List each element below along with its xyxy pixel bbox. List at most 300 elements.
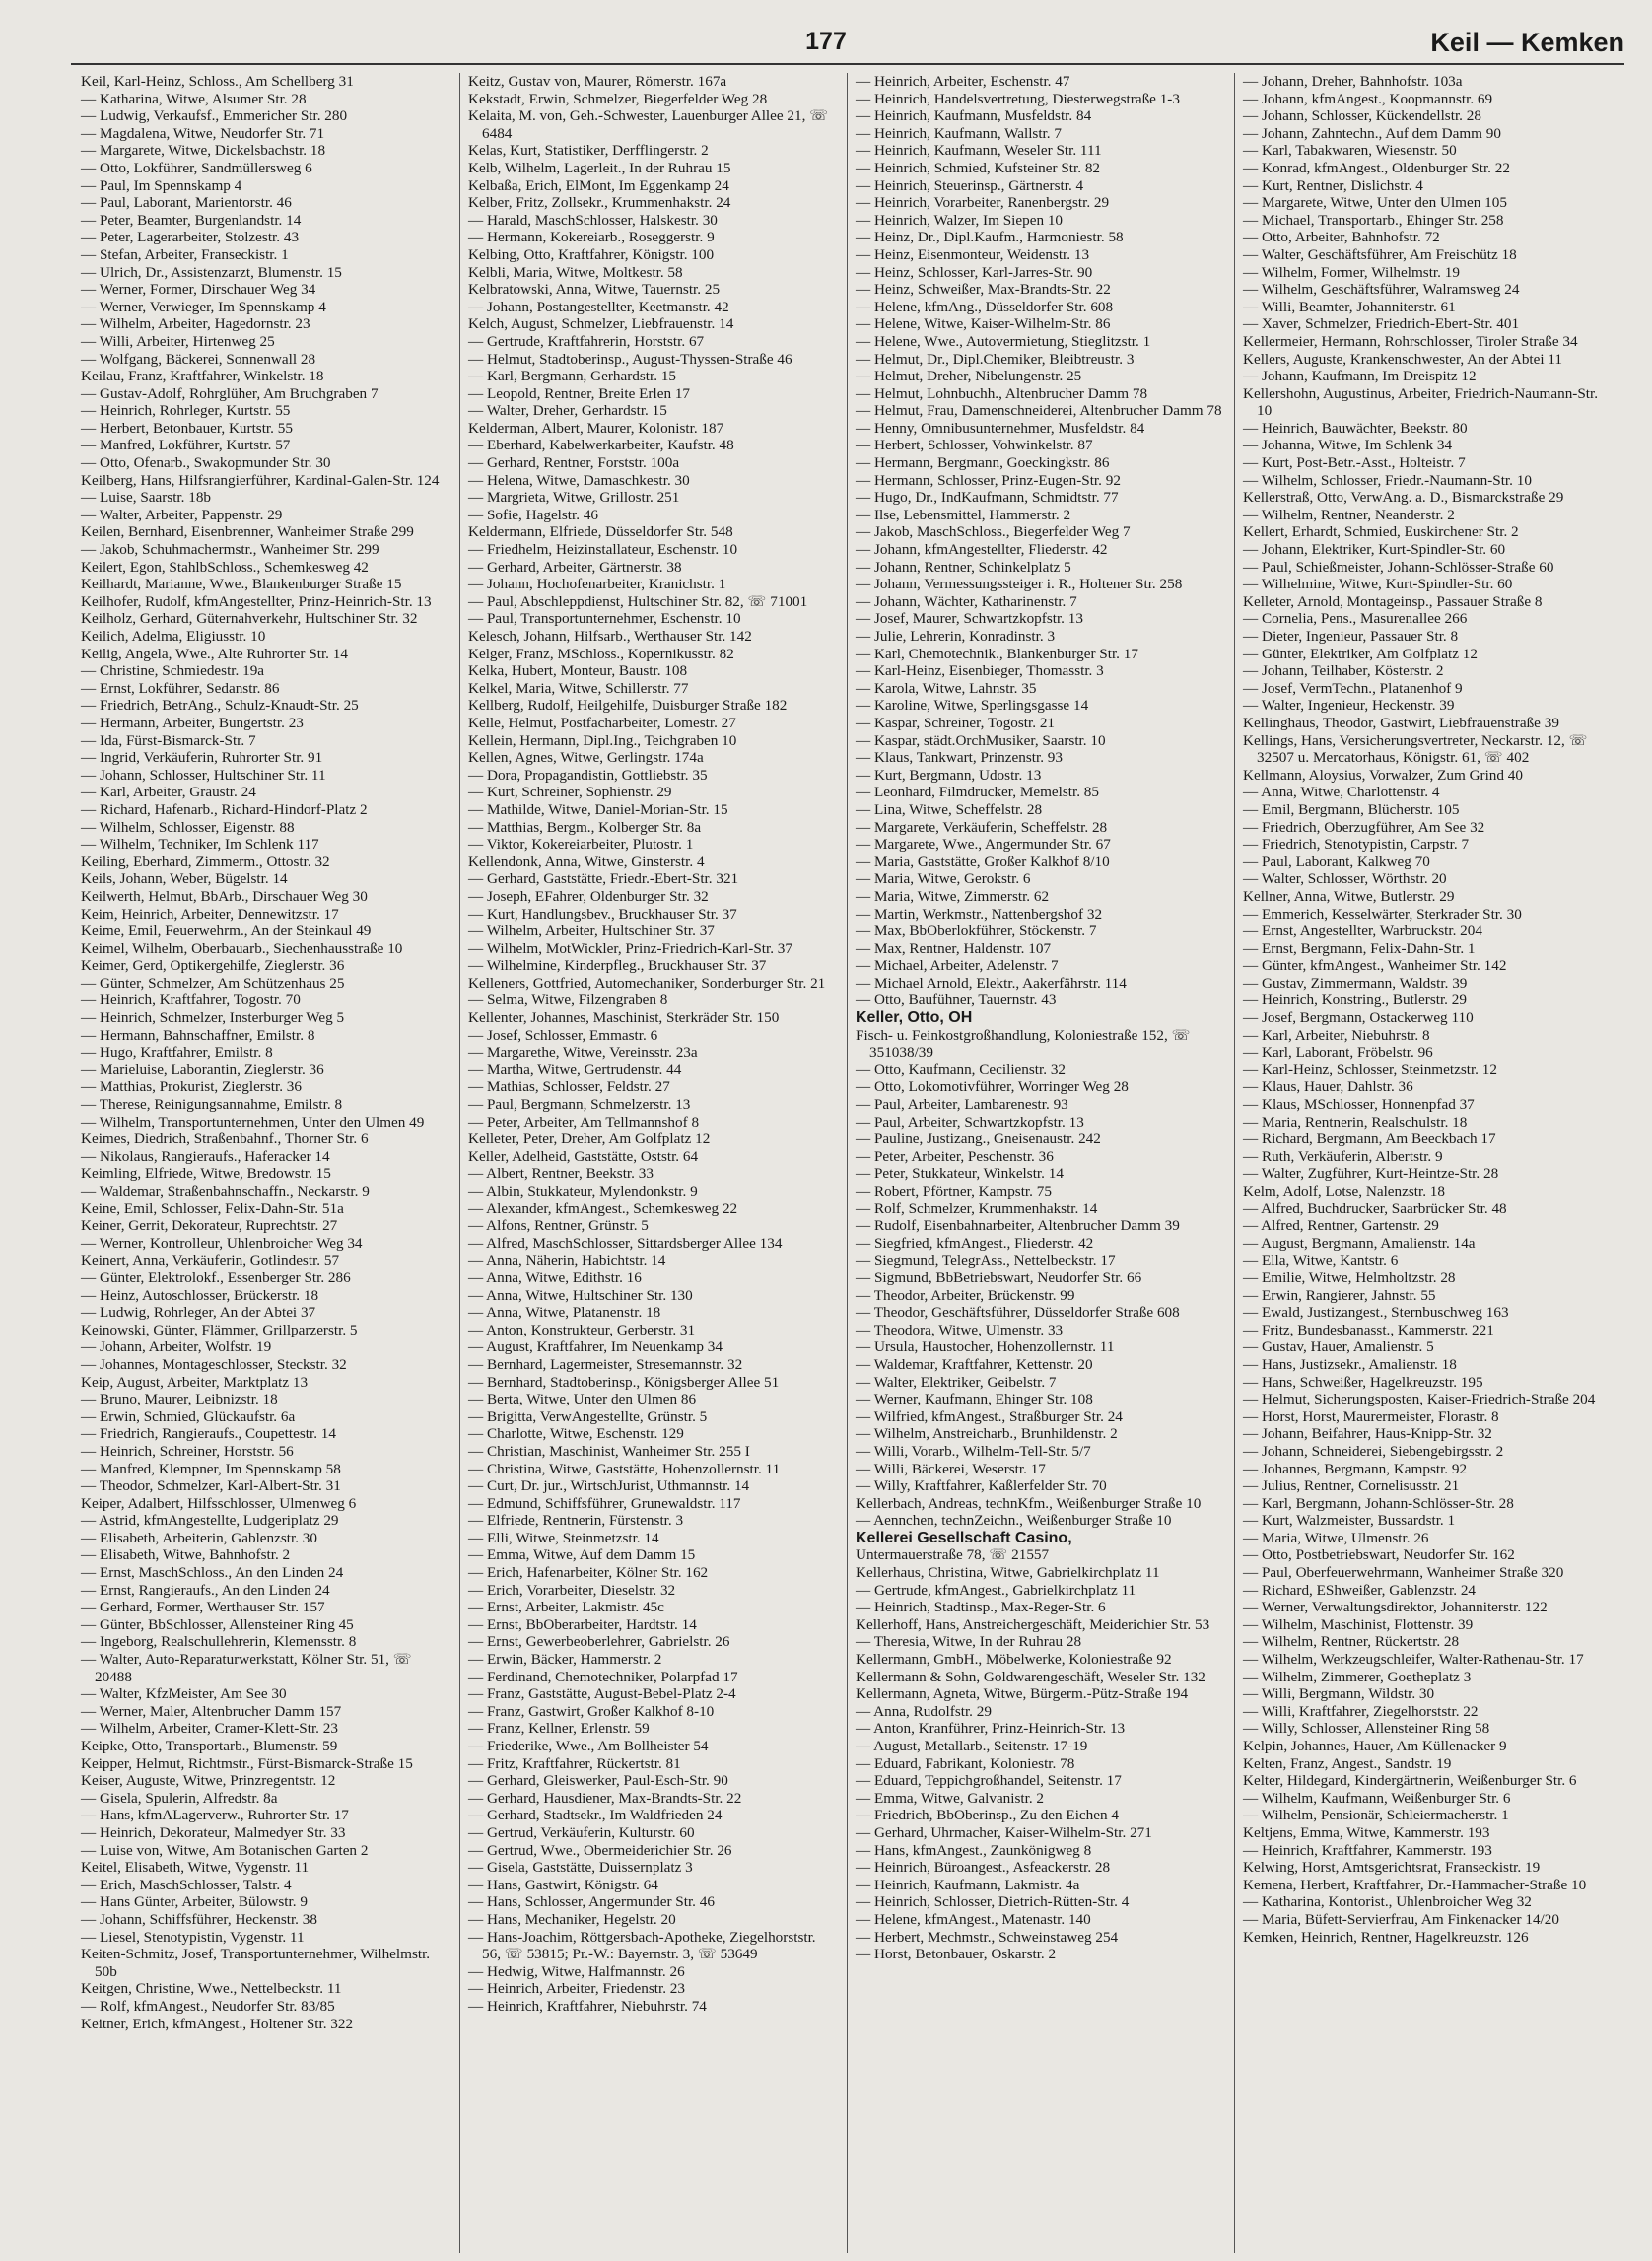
directory-entry: — Waldemar, Straßenbahnschaffn., Neckarstr. 9 [81, 1183, 370, 1199]
directory-entry: — Christine, Schmiedestr. 19a [81, 662, 265, 680]
directory-entry: — Hans-Joachim, Röttgersbach-Apotheke, Ziegelhorststr. 56, ☏ 53815; Pr.-W.: Bayernstr. 3, ☏ 53649 [468, 1928, 816, 1963]
directory-entry: — Margarete, Witwe, Unter den Ulmen 105 [1243, 194, 1507, 212]
directory-entry: — Hermann, Bergmann, Goeckingkstr. 86 [856, 454, 1110, 472]
directory-entry: Keiling, Eberhard, Zimmerm., Ottostr. 32 [81, 853, 330, 870]
directory-entry: — Helmut, Lohnbuchh., Altenbrucher Damm 78 [856, 384, 1148, 402]
directory-entry: — Alfons, Rentner, Grünstr. 5 [468, 1217, 649, 1235]
directory-entry: — Johann, Schiffsführer, Heckenstr. 38 [81, 1910, 317, 1928]
directory-entry: — Karl-Heinz, Schlosser, Steinmetzstr. 12 [1243, 1061, 1497, 1078]
directory-entry: — Ella, Witwe, Kantstr. 6 [1243, 1252, 1399, 1269]
directory-entry: — Peter, Stukkateur, Winkelstr. 14 [856, 1165, 1064, 1183]
directory-entry: — Robert, Pförtner, Kampstr. 75 [856, 1183, 1052, 1199]
directory-entry: — Katharina, Witwe, Alsumer Str. 28 [81, 90, 307, 107]
directory-entry: — Christina, Witwe, Gaststätte, Hohenzollernstr. 11 [468, 1460, 781, 1477]
directory-entry: — Ewald, Justizangest., Sternbuschweg 163 [1243, 1304, 1509, 1322]
directory-entry: — Erich, MaschSchlosser, Talstr. 4 [81, 1876, 292, 1893]
directory-entry: — Ernst, Bergmann, Felix-Dahn-Str. 1 [1243, 939, 1476, 957]
directory-entry: — Peter, Beamter, Burgenlandstr. 14 [81, 211, 302, 229]
directory-entry: Kellings, Hans, Versicherungsvertreter, Neckarstr. 12, ☏ 32507 u. Mercatorhaus, Königstr. 61, ☏ 402 [1243, 731, 1588, 767]
directory-entry: Keipper, Helmut, Richtmstr., Fürst-Bismarck-Straße 15 [81, 1754, 413, 1772]
directory-entry: — Johann, Rentner, Schinkelplatz 5 [856, 558, 1071, 576]
directory-entry: — Theresia, Witwe, In der Ruhrau 28 [856, 1633, 1082, 1651]
directory-entry: Keitz, Gustav von, Maurer, Römerstr. 167a [468, 73, 727, 90]
directory-entry: — Walter, Arbeiter, Pappenstr. 29 [81, 506, 283, 523]
directory-entry: — Matthias, Bergm., Kolberger Str. 8a [468, 818, 702, 836]
directory-entry: — Karl, Arbeiter, Niebuhrstr. 8 [1243, 1026, 1430, 1044]
directory-entry: — Heinz, Schlosser, Karl-Jarres-Str. 90 [856, 263, 1093, 281]
directory-entry: — Heinrich, Kraftfahrer, Togostr. 70 [81, 992, 301, 1009]
directory-entry: — Ernst, Rangieraufs., An den Linden 24 [81, 1581, 330, 1599]
directory-entry: — Karl, Bergmann, Johann-Schlösser-Str. 28 [1243, 1494, 1514, 1512]
directory-entry: — Hans, Mechaniker, Hegelstr. 20 [468, 1910, 676, 1928]
directory-entry: — Ingrid, Verkäuferin, Ruhrorter Str. 91 [81, 749, 323, 767]
directory-entry: — Dieter, Ingenieur, Passauer Str. 8 [1243, 628, 1459, 645]
directory-entry: — Eduard, Teppichgroßhandel, Seitenstr. 17 [856, 1772, 1122, 1790]
directory-entry: Kellinghaus, Theodor, Gastwirt, Liebfrauenstraße 39 [1243, 714, 1559, 731]
directory-entry: — Wilhelm, Zimmerer, Goetheplatz 3 [1243, 1668, 1472, 1685]
directory-entry: — Karl, Laborant, Fröbelstr. 96 [1243, 1044, 1433, 1062]
directory-entry: — Anna, Näherin, Habichtstr. 14 [468, 1252, 666, 1269]
directory-entry: — Margrieta, Witwe, Grillostr. 251 [468, 489, 680, 507]
directory-entry: — Margarete, Verkäuferin, Scheffelstr. 28 [856, 818, 1108, 836]
directory-entry: Kellerstraß, Otto, VerwAng. a. D., Bismarckstraße 29 [1243, 489, 1564, 507]
directory-entry: — Anton, Konstrukteur, Gerberstr. 31 [468, 1321, 696, 1338]
directory-entry: — Johann, Beifahrer, Haus-Knipp-Str. 32 [1243, 1425, 1492, 1443]
directory-entry: — Johann, kfmAngestellter, Fliederstr. 42 [856, 541, 1108, 559]
directory-entry: — Viktor, Kokereiarbeiter, Plutostr. 1 [468, 836, 694, 854]
directory-entry: Keils, Johann, Weber, Bügelstr. 14 [81, 870, 288, 888]
directory-entry: Keilholz, Gerhard, Güternahverkehr, Hultschiner Str. 32 [81, 610, 418, 628]
directory-entry: — Ruth, Verkäuferin, Albertstr. 9 [1243, 1147, 1443, 1165]
directory-entry: — Otto, Postbetriebswart, Neudorfer Str. 162 [1243, 1546, 1515, 1564]
column-2 [460, 73, 848, 2253]
directory-entry: — Stefan, Arbeiter, Franseckistr. 1 [81, 245, 289, 263]
directory-entry: — Liesel, Stenotypistin, Vygenstr. 11 [81, 1928, 305, 1946]
directory-entry: Keitgen, Christine, Wwe., Nettelbeckstr. 11 [81, 1980, 342, 1998]
directory-entry: — Gerhard, Rentner, Forststr. 100a [468, 454, 680, 472]
directory-entry: — Ingeborg, Realschullehrerin, Klemensstr. 8 [81, 1633, 357, 1651]
directory-entry: — Willi, Kraftfahrer, Ziegelhorststr. 22 [1243, 1702, 1479, 1720]
directory-entry: — Nikolaus, Rangieraufs., Haferacker 14 [81, 1147, 330, 1165]
directory-entry: — Anna, Witwe, Charlottenstr. 4 [1243, 784, 1440, 801]
directory-entry: — Hermann, Kokereiarb., Roseggerstr. 9 [468, 229, 715, 246]
directory-entry: Kelbli, Maria, Witwe, Moltkestr. 58 [468, 263, 683, 281]
directory-entry: — Wilhelm, Arbeiter, Hagedornstr. 23 [81, 315, 310, 333]
directory-entry: Keller, Otto, OH [856, 1009, 973, 1027]
directory-entry: Kelb, Wilhelm, Lagerleit., In der Ruhrau 15 [468, 159, 731, 176]
directory-entry: — Ludwig, Verkaufsf., Emmericher Str. 280 [81, 107, 348, 125]
directory-entry: — Herbert, Betonbauer, Kurtstr. 55 [81, 419, 293, 437]
directory-entry: — Julius, Rentner, Cornelisusstr. 21 [1243, 1477, 1460, 1495]
directory-entry: — Walter, Auto-Reparaturwerkstatt, Kölner Str. 51, ☏ 20488 [81, 1651, 412, 1685]
directory-entry: — Maria, Rentnerin, Realschulstr. 18 [1243, 1113, 1468, 1130]
directory-entry: — Heinrich, Schmied, Kufsteiner Str. 82 [856, 159, 1101, 176]
directory-entry: — Bruno, Maurer, Leibnizstr. 18 [81, 1391, 278, 1408]
directory-entry: — Bernhard, Stadtoberinsp., Königsberger Allee 51 [468, 1373, 780, 1391]
directory-entry: Kellen, Agnes, Witwe, Gerlingstr. 174a [468, 749, 704, 767]
directory-entry: — Maria, Witwe, Zimmerstr. 62 [856, 887, 1050, 905]
directory-entry: — Ernst, MaschSchloss., An den Linden 24 [81, 1564, 344, 1582]
directory-entry: — Wilhelm, MotWickler, Prinz-Friedrich-Karl-Str. 37 [468, 939, 792, 957]
directory-entry: — Willi, Vorarb., Wilhelm-Tell-Str. 5/7 [856, 1442, 1091, 1460]
directory-entry: — Otto, Baufühner, Tauernstr. 43 [856, 992, 1057, 1009]
directory-entry: — Erwin, Rangierer, Jahnstr. 55 [1243, 1286, 1436, 1304]
directory-entry: — Maria, Witwe, Ulmenstr. 26 [1243, 1529, 1429, 1546]
directory-entry: — Karl, Chemotechnik., Blankenburger Str. 17 [856, 645, 1138, 662]
directory-entry: — Horst, Horst, Maurermeister, Florastr. 8 [1243, 1407, 1499, 1425]
directory-entry: — Heinz, Autoschlosser, Brückerstr. 18 [81, 1286, 319, 1304]
directory-entry: Keilich, Adelma, Eligiusstr. 10 [81, 628, 266, 645]
directory-entry: — Kurt, Walzmeister, Bussardstr. 1 [1243, 1512, 1456, 1530]
directory-entry: — Helmut, Stadtoberinsp., August-Thyssen-Straße 46 [468, 350, 792, 368]
directory-entry: — Ulrich, Dr., Assistenzarzt, Blumenstr. 15 [81, 263, 342, 281]
directory-entry: — Walter, Dreher, Gerhardstr. 15 [468, 402, 667, 420]
directory-entry: — Margarete, Wwe., Angermunder Str. 67 [856, 836, 1111, 854]
directory-entry: — Herbert, Schlosser, Vohwinkelstr. 87 [856, 437, 1093, 454]
directory-entry: — Charlotte, Witwe, Eschenstr. 129 [468, 1425, 684, 1443]
directory-entry: — Friedrich, Rangieraufs., Coupettestr. 14 [81, 1425, 336, 1443]
directory-entry: Kelter, Hildegard, Kindergärtnerin, Weißenburger Str. 6 [1243, 1772, 1577, 1790]
directory-entry: Keinowski, Günter, Flämmer, Grillparzerstr. 5 [81, 1321, 358, 1338]
directory-entry: — Gerhard, Former, Werthauser Str. 157 [81, 1599, 325, 1616]
directory-entry: — August, Bergmann, Amalienstr. 14a [1243, 1234, 1476, 1252]
directory-entry: — Konrad, kfmAngest., Oldenburger Str. 22 [1243, 159, 1510, 176]
directory-entry: — Heinrich, Stadtinsp., Max-Reger-Str. 6 [856, 1599, 1106, 1616]
directory-entry: — Jakob, MaschSchloss., Biegerfelder Weg 7 [856, 523, 1131, 541]
directory-entry: — Albert, Rentner, Beekstr. 33 [468, 1165, 654, 1183]
directory-entry: — Johann, Wächter, Katharinenstr. 7 [856, 592, 1077, 610]
directory-entry: — Gerhard, Hausdiener, Max-Brandts-Str. 22 [468, 1789, 742, 1807]
directory-entry: Kelbratowski, Anna, Witwe, Tauernstr. 25 [468, 281, 721, 299]
directory-entry: — Rolf, kfmAngest., Neudorfer Str. 83/85 [81, 1997, 335, 2015]
directory-entry: Kelber, Fritz, Zollsekr., Krummenhakstr. 24 [468, 194, 731, 212]
directory-entry: — Josef, Schlosser, Emmastr. 6 [468, 1026, 658, 1044]
directory-entry: Kelas, Kurt, Statistiker, Derfflingerstr. 2 [468, 142, 709, 160]
directory-entry: Kelch, August, Schmelzer, Liebfrauenstr. 14 [468, 315, 734, 333]
directory-entry: — Hermann, Bahnschaffner, Emilstr. 8 [81, 1026, 315, 1044]
directory-entry: — Gerhard, Uhrmacher, Kaiser-Wilhelm-Str. 271 [856, 1823, 1152, 1841]
directory-entry: — Heinrich, Rohrleger, Kurtstr. 55 [81, 402, 291, 420]
directory-entry: — Heinz, Schweißer, Max-Brandts-Str. 22 [856, 281, 1111, 299]
directory-entry: Keller, Adelheid, Gaststätte, Oststr. 64 [468, 1147, 699, 1165]
directory-entry: — Martha, Witwe, Gertrudenstr. 44 [468, 1061, 682, 1078]
directory-entry: — Heinrich, Vorarbeiter, Ranenbergstr. 29 [856, 194, 1110, 212]
directory-entry: — Peter, Arbeiter, Peschenstr. 36 [856, 1147, 1054, 1165]
directory-entry: — Karola, Witwe, Lahnstr. 35 [856, 679, 1037, 697]
directory-entry: — Anton, Kranführer, Prinz-Heinrich-Str. 13 [856, 1720, 1126, 1738]
directory-entry: — Marieluise, Laborantin, Zieglerstr. 36 [81, 1061, 324, 1078]
directory-entry: Kelderman, Albert, Maurer, Kolonistr. 187 [468, 419, 724, 437]
directory-entry: — Michael, Arbeiter, Adelenstr. 7 [856, 957, 1059, 975]
directory-entry: — Helena, Witwe, Damaschkestr. 30 [468, 471, 690, 489]
directory-entry: Keilwerth, Helmut, BbArb., Dirschauer Weg 30 [81, 887, 368, 905]
directory-entry: Keime, Emil, Feuerwehrm., An der Steinkaul 49 [81, 923, 372, 940]
directory-entry: — Berta, Witwe, Unter den Ulmen 86 [468, 1391, 697, 1408]
directory-entry: Keip, August, Arbeiter, Marktplatz 13 [81, 1373, 309, 1391]
directory-entry: Kellerhaus, Christina, Witwe, Gabrielkirchplatz 11 [856, 1564, 1160, 1582]
directory-entry: — Johann, Schlosser, Hultschiner Str. 11 [81, 766, 326, 784]
directory-entry: Kelle, Helmut, Postfacharbeiter, Lomestr. 27 [468, 714, 736, 731]
directory-entry: — Emma, Witwe, Auf dem Damm 15 [468, 1546, 696, 1564]
directory-entry: — Heinrich, Kaufmann, Weseler Str. 111 [856, 142, 1102, 160]
directory-entry: — Heinrich, Kaufmann, Lakmistr. 4a [856, 1876, 1080, 1893]
directory-entry: — Eduard, Fabrikant, Koloniestr. 78 [856, 1754, 1075, 1772]
directory-entry: Kelaita, M. von, Geh.-Schwester, Lauenburger Allee 21, ☏ 6484 [468, 107, 829, 142]
directory-entry: — Aennchen, technZeichn., Weißenburger Straße 10 [856, 1512, 1172, 1530]
directory-entry: Kellein, Hermann, Dipl.Ing., Teichgraben 10 [468, 731, 737, 749]
directory-entry: — Brigitta, VerwAngestellte, Grünstr. 5 [468, 1407, 708, 1425]
directory-entry: — Johannes, Montageschlosser, Steckstr. 32 [81, 1355, 347, 1373]
directory-entry: — Henny, Omnibusunternehmer, Musfeldstr. 84 [856, 419, 1145, 437]
directory-entry: — Kurt, Rentner, Dislichstr. 4 [1243, 176, 1423, 194]
directory-entry: — Elfriede, Rentnerin, Fürstenstr. 3 [468, 1512, 684, 1530]
directory-entry: — Johann, kfmAngest., Koopmannstr. 69 [1243, 90, 1493, 107]
page-number: 177 [805, 28, 847, 55]
directory-entry: — Gerhard, Arbeiter, Gärtnerstr. 38 [468, 558, 682, 576]
directory-entry: — Selma, Witwe, Filzengraben 8 [468, 992, 668, 1009]
directory-entry: — Fritz, Kraftfahrer, Rückertstr. 81 [468, 1754, 681, 1772]
directory-entry: — Johann, Postangestellter, Keetmanstr. 42 [468, 298, 729, 315]
directory-entry: — Werner, Maler, Altenbrucher Damm 157 [81, 1702, 342, 1720]
directory-entry: — Paul, Laborant, Kalkweg 70 [1243, 853, 1430, 870]
directory-entry: — Mathias, Schlosser, Feldstr. 27 [468, 1078, 670, 1096]
directory-entry: — Helene, Wwe., Autovermietung, Stieglitzstr. 1 [856, 332, 1151, 350]
directory-entry: — Anna, Witwe, Hultschiner Str. 130 [468, 1286, 693, 1304]
directory-entry: — Ursula, Haustocher, Hohenzollernstr. 11 [856, 1338, 1115, 1356]
directory-entry: — Wilhelm, Rentner, Neanderstr. 2 [1243, 506, 1455, 523]
directory-entry: — Leonhard, Filmdrucker, Memelstr. 85 [856, 784, 1099, 801]
directory-entry: Kellerhoff, Hans, Anstreichergeschäft, Meiderichier Str. 53 [856, 1615, 1210, 1633]
directory-entry: — Willi, Arbeiter, Hirtenweg 25 [81, 332, 275, 350]
directory-entry: — Lina, Witwe, Scheffelstr. 28 [856, 800, 1043, 818]
directory-entry: — Wilhelmine, Witwe, Kurt-Spindler-Str. 60 [1243, 576, 1513, 593]
directory-entry: Keilhardt, Marianne, Wwe., Blankenburger Straße 15 [81, 576, 402, 593]
directory-entry: — Wilhelm, Transportunternehmen, Unter den Ulmen 49 [81, 1113, 425, 1130]
directory-entry: — Heinz, Eisenmonteur, Weidenstr. 13 [856, 245, 1090, 263]
directory-entry: — Kurt, Bergmann, Udostr. 13 [856, 766, 1042, 784]
directory-entry: — Heinrich, Büroangest., Asfeackerstr. 28 [856, 1859, 1111, 1877]
directory-entry: — Elli, Witwe, Steinmetzstr. 14 [468, 1529, 659, 1546]
directory-entry: — August, Metallarb., Seitenstr. 17-19 [856, 1738, 1088, 1754]
directory-entry: — Willi, Bäckerei, Weserstr. 17 [856, 1460, 1046, 1477]
directory-entry: Keipke, Otto, Transportarb., Blumenstr. 59 [81, 1738, 338, 1754]
directory-entry: — Wilhelm, Arbeiter, Cramer-Klett-Str. 23 [81, 1720, 338, 1738]
directory-entry: Kellermann, Agneta, Witwe, Bürgerm.-Pütz-Straße 194 [856, 1685, 1189, 1703]
directory-entry: — Wilfried, kfmAngest., Straßburger Str. 24 [856, 1407, 1123, 1425]
directory-entry: Keimer, Gerd, Optikergehilfe, Zieglerstr. 36 [81, 957, 345, 975]
directory-entry: — August, Kraftfahrer, Im Neuenkamp 34 [468, 1338, 723, 1356]
directory-entry: — Friederike, Wwe., Am Bollheister 54 [468, 1738, 709, 1754]
directory-entry: — Werner, Kontrolleur, Uhlenbroicher Weg 34 [81, 1234, 363, 1252]
directory-entry: — Willi, Bergmann, Wildstr. 30 [1243, 1685, 1435, 1703]
directory-entry: Kemena, Herbert, Kraftfahrer, Dr.-Hammacher-Straße 10 [1243, 1876, 1587, 1893]
directory-entry: — Werner, Verwieger, Im Spennskamp 4 [81, 298, 326, 315]
directory-entry: — Wolfgang, Bäckerei, Sonnenwall 28 [81, 350, 316, 368]
directory-entry: — Hans, Gastwirt, Königstr. 64 [468, 1876, 658, 1893]
directory-entry: — Siegfried, kfmAngest., Fliederstr. 42 [856, 1234, 1094, 1252]
directory-entry: — Margarete, Witwe, Dickelsbachstr. 18 [81, 142, 326, 160]
directory-entry: — Hans, Schlosser, Angermunder Str. 46 [468, 1893, 715, 1911]
directory-entry: — Hans Günter, Arbeiter, Bülowstr. 9 [81, 1893, 308, 1911]
directory-entry: — Paul, Abschleppdienst, Hultschiner Str. 82, ☏ 71001 [468, 592, 808, 610]
directory-entry: — Richard, Hafenarb., Richard-Hindorf-Platz 2 [81, 800, 368, 818]
directory-entry: — Gerhard, Gleiswerker, Paul-Esch-Str. 90 [468, 1772, 728, 1790]
directory-entry: — Heinrich, Bauwächter, Beekstr. 80 [1243, 419, 1468, 437]
directory-entry: — Julie, Lehrerin, Konradinstr. 3 [856, 628, 1056, 645]
directory-entry: Keldermann, Elfriede, Düsseldorfer Str. 548 [468, 523, 733, 541]
directory-entry: — Ernst, Gewerbeoberlehrer, Gabrielstr. 26 [468, 1633, 730, 1651]
directory-entry: Kellmann, Aloysius, Vorwalzer, Zum Grind 40 [1243, 766, 1523, 784]
directory-entry: — Werner, Kaufmann, Ehinger Str. 108 [856, 1391, 1093, 1408]
directory-entry: — Wilhelm, Geschäftsführer, Walramsweg 24 [1243, 281, 1520, 299]
directory-entry: Kellers, Auguste, Krankenschwester, An der Abtei 11 [1243, 350, 1563, 368]
directory-entry: — Emmerich, Kesselwärter, Sterkrader Str. 30 [1243, 905, 1522, 923]
directory-entry: — Günter, BbSchlosser, Allensteiner Ring 45 [81, 1615, 354, 1633]
directory-entry: — Josef, Bergmann, Ostackerweg 110 [1243, 1009, 1474, 1027]
directory-entry: Kemken, Heinrich, Rentner, Hagelkreuzstr. 126 [1243, 1928, 1529, 1946]
directory-entry: — Siegmund, TelegrAss., Nettelbeckstr. 17 [856, 1252, 1116, 1269]
directory-entry: — Wilhelm, Arbeiter, Hultschiner Str. 37 [468, 923, 715, 940]
directory-entry: — Friedrich, BetrAng., Schulz-Knaudt-Str. 25 [81, 697, 359, 715]
directory-entry: — Johann, Dreher, Bahnhofstr. 103a [1243, 73, 1463, 90]
directory-entry: — Wilhelm, Kaufmann, Weißenburger Str. 6 [1243, 1789, 1511, 1807]
directory-entry: Keiten-Schmitz, Josef, Transportunternehmer, Wilhelmstr. 50b [81, 1946, 431, 1980]
directory-entry: — Otto, Lokomotivführer, Worringer Weg 28 [856, 1078, 1129, 1096]
directory-entry: — Johann, Schneiderei, Siebengebirgsstr. 2 [1243, 1442, 1504, 1460]
directory-entry: — Klaus, Tankwart, Prinzenstr. 93 [856, 749, 1063, 767]
directory-entry: — Max, BbOberlokführer, Stöckenstr. 7 [856, 923, 1097, 940]
directory-entry: — Werner, Verwaltungsdirektor, Johanniterstr. 122 [1243, 1599, 1548, 1616]
directory-entry: — Franz, Gaststätte, August-Bebel-Platz 2-4 [468, 1685, 736, 1703]
directory-entry: — Kaspar, städt.OrchMusiker, Saarstr. 10 [856, 731, 1106, 749]
directory-entry: — Sigmund, BbBetriebswart, Neudorfer Str. 66 [856, 1268, 1142, 1286]
directory-entry: Keilhofer, Rudolf, kfmAngestellter, Prinz-Heinrich-Str. 13 [81, 592, 432, 610]
directory-entry: Kellendonk, Anna, Witwe, Ginsterstr. 4 [468, 853, 705, 870]
directory-entry: Keimel, Wilhelm, Oberbauarb., Siechenhausstraße 10 [81, 939, 403, 957]
directory-entry: — Johann, Vermessungssteiger i. R., Holtener Str. 258 [856, 576, 1183, 593]
directory-entry: — Rudolf, Eisenbahnarbeiter, Altenbrucher Damm 39 [856, 1217, 1180, 1235]
directory-entry: — Karl, Arbeiter, Graustr. 24 [81, 784, 256, 801]
directory-entry: Keitner, Erich, kfmAngest., Holtener Str. 322 [81, 2015, 354, 2032]
directory-entry: — Anna, Witwe, Edithstr. 16 [468, 1268, 642, 1286]
directory-entry: Keltjens, Emma, Witwe, Kammerstr. 193 [1243, 1823, 1490, 1841]
directory-entry: — Wilhelm, Schlosser, Friedr.-Naumann-Str. 10 [1243, 471, 1532, 489]
directory-entry: — Willy, Kraftfahrer, Kaßlerfelder Str. 70 [856, 1477, 1107, 1495]
directory-entry: Untermauerstraße 78, ☏ 21557 [856, 1546, 1050, 1564]
directory-entry: — Alfred, MaschSchlosser, Sittardsberger Allee 134 [468, 1234, 783, 1252]
directory-entry: Kekstadt, Erwin, Schmelzer, Biegerfelder Weg 28 [468, 90, 768, 107]
directory-entry: — Ernst, Arbeiter, Lakmistr. 45c [468, 1599, 664, 1616]
directory-entry: — Walter, Elektriker, Geibelstr. 7 [856, 1373, 1057, 1391]
directory-entry: — Erwin, Bäcker, Hammerstr. 2 [468, 1651, 662, 1669]
directory-entry: — Helmut, Sicherungsposten, Kaiser-Friedrich-Straße 204 [1243, 1391, 1596, 1408]
directory-entry: — Erich, Hafenarbeiter, Kölner Str. 162 [468, 1564, 709, 1582]
directory-entry: — Magdalena, Witwe, Neudorfer Str. 71 [81, 124, 325, 142]
directory-entry: — Theodor, Arbeiter, Brückenstr. 99 [856, 1286, 1075, 1304]
directory-entry: — Klaus, Hauer, Dahlstr. 36 [1243, 1078, 1413, 1096]
directory-entry: Kellermeier, Hermann, Rohrschlosser, Tiroler Straße 34 [1243, 332, 1578, 350]
directory-entry: — Wilhelm, Techniker, Im Schlenk 117 [81, 836, 319, 854]
directory-entry: — Gustav, Zimmermann, Waldstr. 39 [1243, 974, 1468, 992]
directory-entry: — Wilhelm, Maschinist, Flottenstr. 39 [1243, 1615, 1474, 1633]
directory-entry: — Therese, Reinigungsannahme, Emilstr. 8 [81, 1096, 343, 1114]
directory-entry: Kelpin, Johannes, Hauer, Am Küllenacker 9 [1243, 1738, 1507, 1754]
directory-entry: Kellenter, Johannes, Maschinist, Sterkräder Str. 150 [468, 1009, 780, 1027]
directory-entry: — Wilhelm, Anstreicharb., Brunhildenstr. 2 [856, 1425, 1118, 1443]
directory-entry: — Gertrude, Kraftfahrerin, Horststr. 67 [468, 332, 705, 350]
directory-entry: — Karl, Tabakwaren, Wiesenstr. 50 [1243, 142, 1457, 160]
directory-entry: — Theodor, Schmelzer, Karl-Albert-Str. 31 [81, 1477, 341, 1495]
directory-entry: — Hans, kfmAngest., Zaunkönigweg 8 [856, 1841, 1092, 1859]
directory-entry: — Heinrich, Arbeiter, Eschenstr. 47 [856, 73, 1070, 90]
directory-entry: — Luise, Saarstr. 18b [81, 489, 212, 507]
directory-entry: — Günter, Schmelzer, Am Schützenhaus 25 [81, 974, 345, 992]
directory-entry: Kellert, Erhardt, Schmied, Euskirchener Str. 2 [1243, 523, 1519, 541]
directory-entry: — Hugo, Kraftfahrer, Emilstr. 8 [81, 1044, 273, 1062]
directory-entry: — Wilhelm, Rentner, Rückertstr. 28 [1243, 1633, 1460, 1651]
directory-entry: — Franz, Kellner, Erlenstr. 59 [468, 1720, 650, 1738]
directory-entry: Keim, Heinrich, Arbeiter, Dennewitzstr. 17 [81, 905, 339, 923]
directory-entry: Keinert, Anna, Verkäuferin, Gotlindestr. 57 [81, 1252, 340, 1269]
directory-entry: — Heinrich, Kaufmann, Wallstr. 7 [856, 124, 1062, 142]
directory-entry: Kelleter, Peter, Dreher, Am Golfplatz 12 [468, 1130, 711, 1148]
directory-entry: — Paul, Bergmann, Schmelzerstr. 13 [468, 1096, 691, 1114]
directory-entry: — Rolf, Schmelzer, Krummenhakstr. 14 [856, 1199, 1098, 1217]
directory-entry: — Friedrich, Oberzugführer, Am See 32 [1243, 818, 1485, 836]
directory-entry: Keilen, Bernhard, Eisenbrenner, Wanheimer Straße 299 [81, 523, 414, 541]
page-header [0, 28, 1652, 61]
directory-entry: — Martin, Werkmstr., Nattenbergshof 32 [856, 905, 1103, 923]
directory-entry: — Wilhelmine, Kinderpfleg., Bruckhauser Str. 37 [468, 957, 767, 975]
directory-entry: — Alfred, Buchdrucker, Saarbrücker Str. 48 [1243, 1199, 1507, 1217]
directory-entry: Kelbing, Otto, Kraftfahrer, Königstr. 100 [468, 245, 715, 263]
directory-entry: — Karoline, Witwe, Sperlingsgasse 14 [856, 697, 1089, 715]
directory-entry: Kelger, Franz, MSchloss., Kopernikusstr. 82 [468, 645, 734, 662]
directory-entry: Kelleners, Gottfried, Automechaniker, Sonderburger Str. 21 [468, 974, 826, 992]
directory-entry: — Theodor, Geschäftsführer, Düsseldorfer Straße 608 [856, 1304, 1180, 1322]
directory-entry: — Johannes, Bergmann, Kampstr. 92 [1243, 1460, 1468, 1477]
directory-entry: — Herbert, Mechmstr., Schweinstaweg 254 [856, 1928, 1119, 1946]
directory-entry: — Walter, Geschäftsführer, Am Freischütz 18 [1243, 245, 1517, 263]
directory-entry: Keitel, Elisabeth, Witwe, Vygenstr. 11 [81, 1859, 310, 1877]
directory-entry: — Günter, kfmAngest., Wanheimer Str. 142 [1243, 957, 1507, 975]
directory-entry: — Ernst, Angestellter, Warbruckstr. 204 [1243, 923, 1482, 940]
directory-entry: — Johann, Zahntechn., Auf dem Damm 90 [1243, 124, 1501, 142]
directory-entry: — Gertrud, Verkäuferin, Kulturstr. 60 [468, 1823, 695, 1841]
directory-entry: — Otto, Lokführer, Sandmüllersweg 6 [81, 159, 312, 176]
directory-entry: — Wilhelm, Schlosser, Eigenstr. 88 [81, 818, 295, 836]
directory-entry: — Albin, Stukkateur, Mylendonkstr. 9 [468, 1183, 698, 1199]
directory-entry: — Michael, Transportarb., Ehinger Str. 258 [1243, 211, 1504, 229]
directory-entry: — Friedrich, Stenotypistin, Carpstr. 7 [1243, 836, 1470, 854]
directory-entry: — Kurt, Schreiner, Sophienstr. 29 [468, 784, 672, 801]
directory-entry: — Walter, Schlosser, Wörthstr. 20 [1243, 870, 1447, 888]
directory-entry: — Paul, Laborant, Marientorstr. 46 [81, 194, 292, 212]
directory-entry: — Josef, Maurer, Schwartzkopfstr. 13 [856, 610, 1083, 628]
directory-entry: — Theodora, Witwe, Ulmenstr. 33 [856, 1321, 1064, 1338]
directory-entry: — Waldemar, Kraftfahrer, Kettenstr. 20 [856, 1355, 1093, 1373]
directory-entry: — Maria, Witwe, Gerokstr. 6 [856, 870, 1031, 888]
directory-entry: — Karl-Heinz, Eisenbieger, Thomasstr. 3 [856, 662, 1104, 680]
directory-entry: Keilert, Egon, StahlbSchloss., Schemkesweg 42 [81, 558, 369, 576]
directory-entry: — Paul, Transportunternehmer, Eschenstr. 10 [468, 610, 741, 628]
directory-entry: — Johann, Elektriker, Kurt-Spindler-Str. 60 [1243, 541, 1506, 559]
directory-entry: Kelkel, Maria, Witwe, Schillerstr. 77 [468, 679, 689, 697]
directory-entry: — Harald, MaschSchlosser, Halskestr. 30 [468, 211, 718, 229]
directory-entry: — Hans, Justizsekr., Amalienstr. 18 [1243, 1355, 1457, 1373]
directory-entry: — Paul, Oberfeuerwehrmann, Wanheimer Straße 320 [1243, 1564, 1564, 1582]
directory-entry: Keiser, Auguste, Witwe, Prinzregentstr. 12 [81, 1772, 336, 1790]
